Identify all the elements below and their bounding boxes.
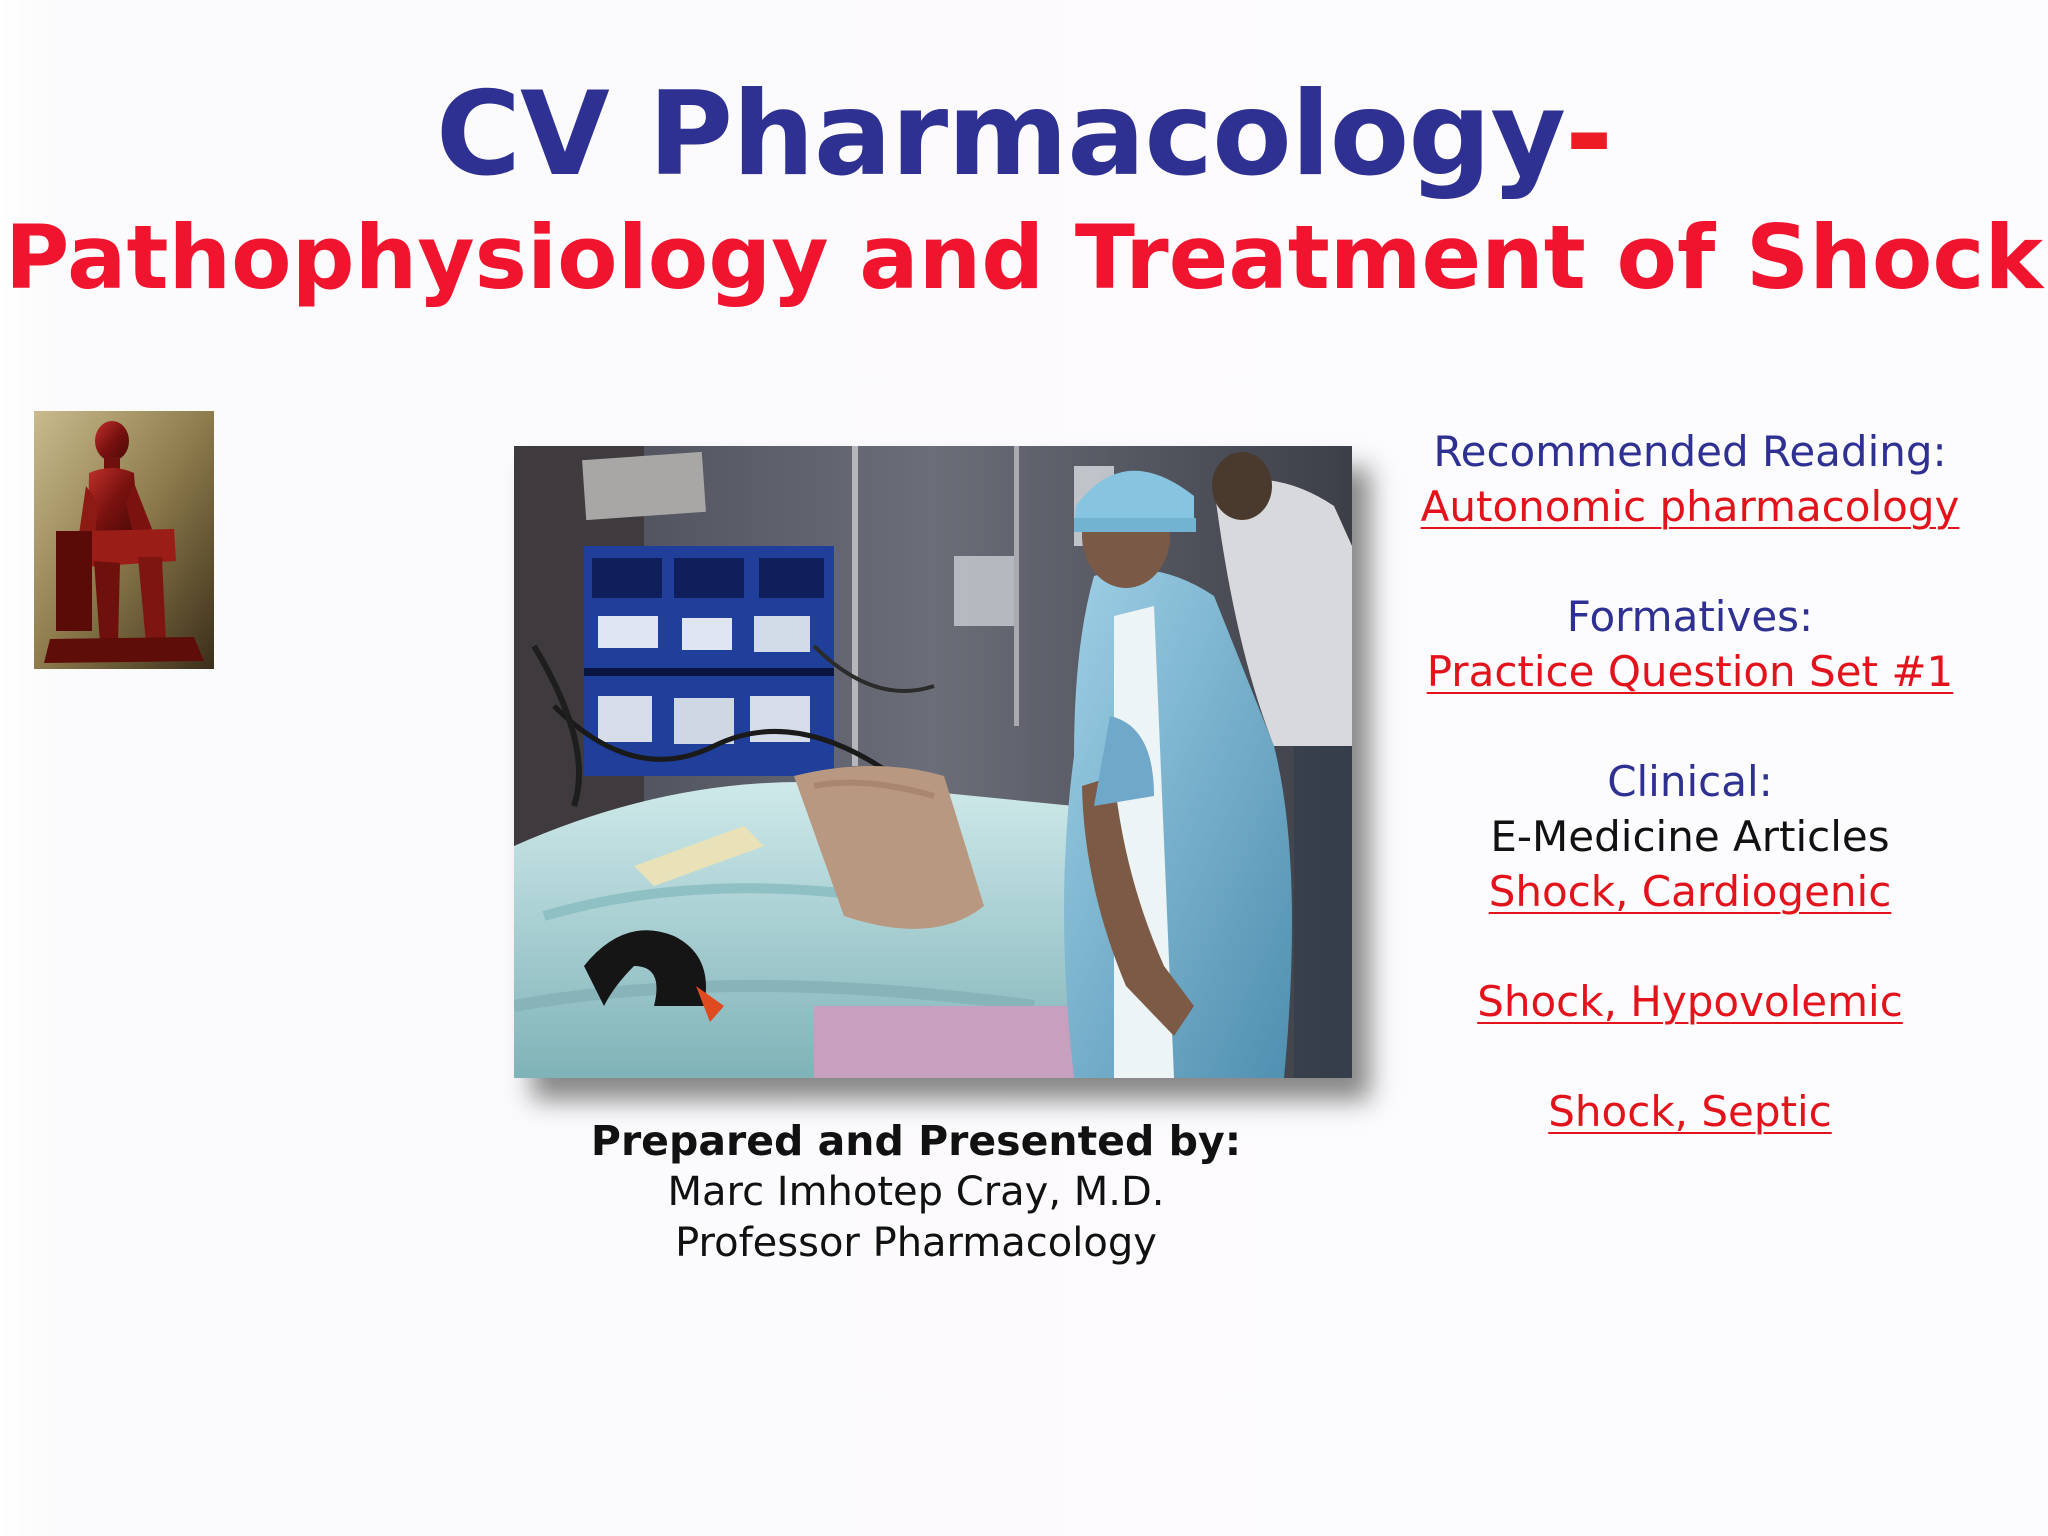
spacer — [1400, 1029, 1980, 1084]
title-dash: - — [1564, 67, 1613, 202]
slide-subtitle: Pathophysiology and Treatment of Shock — [4, 206, 2044, 309]
statue-image — [34, 411, 214, 669]
link-shock-septic[interactable]: Shock, Septic — [1548, 1087, 1832, 1136]
resources-panel — [1400, 424, 1980, 1139]
statue-graphic — [34, 411, 214, 669]
link-practice-question-set[interactable]: Practice Question Set #1 — [1426, 647, 1954, 696]
presenter-credits — [516, 1116, 1316, 1269]
icu-photo — [514, 446, 1352, 1078]
link-shock-hypovolemic[interactable]: Shock, Hypovolemic — [1477, 977, 1903, 1026]
presenter-role: Professor Pharmacology — [675, 1220, 1157, 1266]
title-text: CV Pharmacology — [435, 67, 1565, 202]
presenter-name: Marc Imhotep Cray, M.D. — [667, 1169, 1165, 1215]
clinical-subheading: E-Medicine Articles — [1490, 812, 1890, 861]
spacer — [1400, 534, 1980, 589]
spacer — [1400, 699, 1980, 754]
slide-title — [0, 67, 2048, 202]
link-autonomic-pharmacology[interactable]: Autonomic pharmacology — [1420, 482, 1960, 531]
icu-photo-graphic — [514, 446, 1352, 1078]
clinical-heading: Clinical: — [1607, 757, 1773, 806]
formatives-heading: Formatives: — [1566, 592, 1814, 641]
link-shock-cardiogenic[interactable]: Shock, Cardiogenic — [1488, 867, 1892, 916]
reading-heading: Recommended Reading: — [1433, 427, 1947, 476]
spacer — [1400, 919, 1980, 974]
credits-lead: Prepared and Presented by: — [590, 1117, 1242, 1165]
